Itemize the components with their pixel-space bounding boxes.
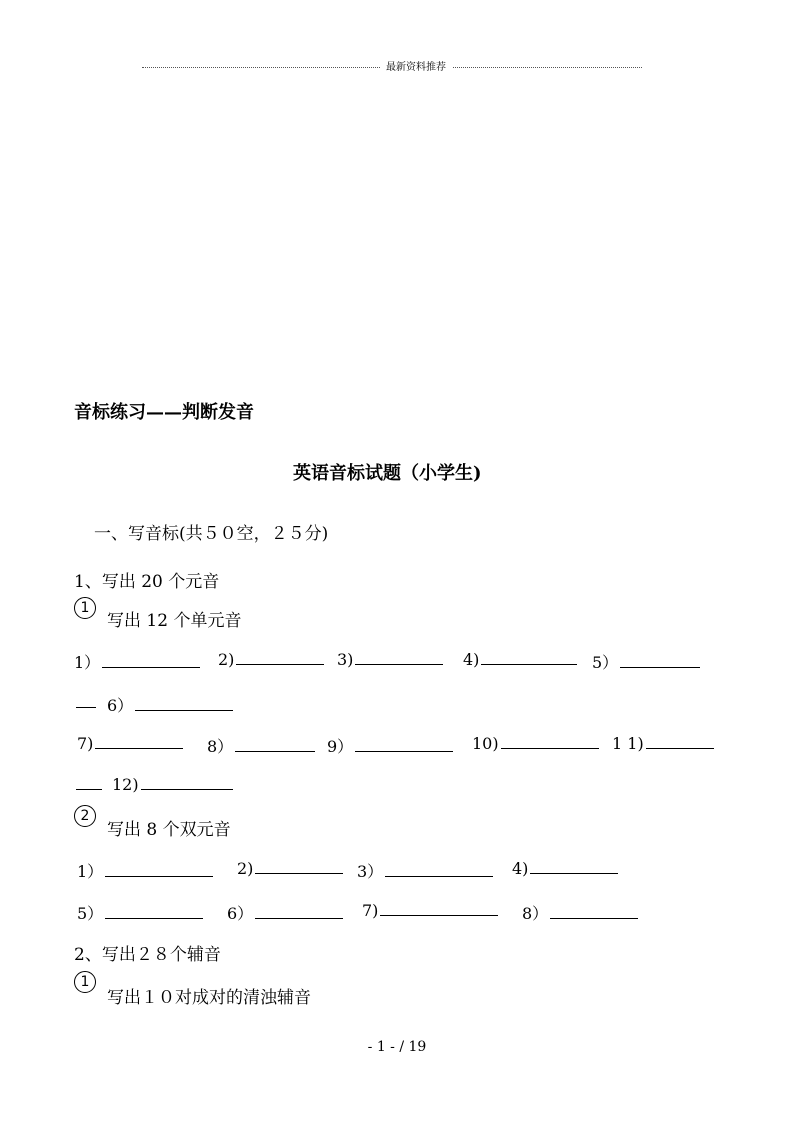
answer-item: 1 1) <box>612 734 714 753</box>
answer-item: 12) <box>112 775 233 794</box>
answer-blank[interactable] <box>255 918 343 919</box>
answer-blank[interactable] <box>620 667 700 668</box>
answer-blank[interactable] <box>550 918 638 919</box>
answer-blank[interactable] <box>141 789 233 790</box>
header-label: 最新资料推荐 <box>380 58 452 73</box>
answer-item: 10) <box>472 734 599 753</box>
q1-sub2-marker <box>74 805 96 827</box>
answer-blank[interactable] <box>501 748 599 749</box>
circled-number-1: 1 <box>74 597 96 619</box>
answer-blank[interactable] <box>105 918 203 919</box>
answer-blank[interactable] <box>235 751 315 752</box>
answer-item: 4) <box>512 859 618 878</box>
answer-blank[interactable] <box>481 664 577 665</box>
answer-item: 1） <box>74 650 200 673</box>
answer-blank[interactable] <box>255 873 343 874</box>
answer-blank[interactable] <box>105 876 213 877</box>
answer-item: 8） <box>207 734 315 757</box>
answer-blank[interactable] <box>135 710 233 711</box>
answer-item: 7) <box>77 734 183 753</box>
answer-item: 8） <box>522 901 638 924</box>
answer-blank[interactable] <box>646 748 714 749</box>
answer-item: 3） <box>357 859 493 882</box>
section-heading: 音标练习——判断发音 <box>74 402 254 423</box>
page-number: - 1 - / 19 <box>367 1039 427 1055</box>
q2-sub1-text: 写出１０对成对的清浊辅音 <box>107 988 311 1008</box>
answer-item: 9） <box>327 734 453 757</box>
answer-blank[interactable] <box>380 915 498 916</box>
answer-item: 6） <box>107 693 233 716</box>
answer-blank[interactable] <box>76 707 96 708</box>
answer-item: 7) <box>362 901 498 920</box>
answer-blank[interactable] <box>530 873 618 874</box>
answer-blank[interactable] <box>355 751 453 752</box>
answer-item: 2) <box>237 859 343 878</box>
answer-blank[interactable] <box>76 789 102 790</box>
q1-sub1-text: 写出 12 个单元音 <box>107 611 242 631</box>
answer-blank[interactable] <box>385 876 493 877</box>
answer-item: 5） <box>592 650 700 673</box>
q1-sub1-marker <box>74 597 96 619</box>
q2-heading: 2、写出２８个辅音 <box>74 945 221 965</box>
answer-item: 3) <box>337 650 443 669</box>
answer-item: 2) <box>218 650 324 669</box>
page-title: 英语音标试题（小学生) <box>293 463 482 484</box>
q2-sub1-marker <box>74 971 96 993</box>
answer-blank[interactable] <box>355 664 443 665</box>
circled-number-1: 1 <box>74 971 96 993</box>
q1-sub2-text: 写出 8 个双元音 <box>107 820 231 840</box>
answer-blank-continuation <box>74 775 102 794</box>
answer-item: 1） <box>77 859 213 882</box>
part-one-heading: 一、写音标(共５０空，２５分) <box>94 524 329 544</box>
answer-blank[interactable] <box>102 667 200 668</box>
answer-blank-continuation <box>74 693 96 712</box>
answer-blank[interactable] <box>236 664 324 665</box>
answer-blank[interactable] <box>95 748 183 749</box>
answer-item: 6） <box>227 901 343 924</box>
answer-item: 5） <box>77 901 203 924</box>
q1-heading: 1、写出 20 个元音 <box>74 572 220 592</box>
answer-item: 4) <box>463 650 577 669</box>
circled-number-2: 2 <box>74 805 96 827</box>
